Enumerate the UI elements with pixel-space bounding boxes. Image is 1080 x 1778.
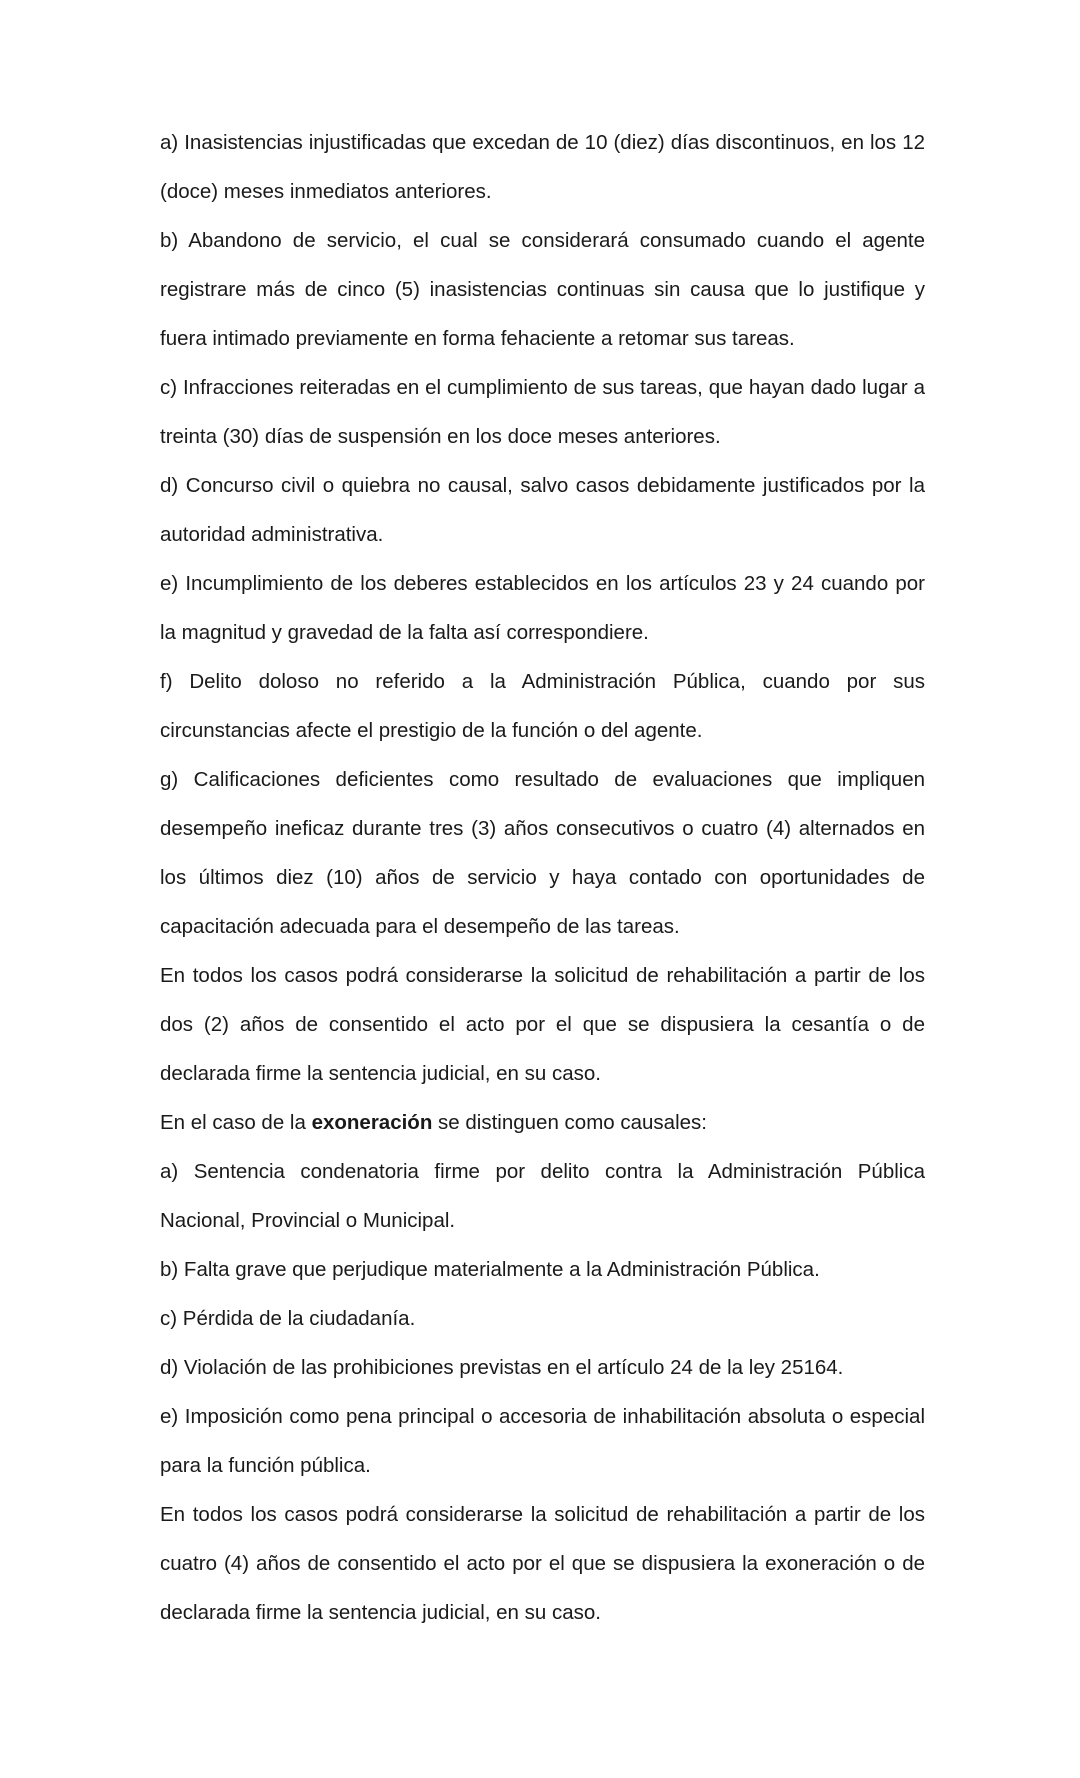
paragraph-a-inasistencias: a) Inasistencias injustificadas que excedan de 10 (diez) días discontinuos, en los 12 (doce) meses inmediatos anteriores. — [160, 131, 925, 203]
exoneration-item-d: d) Violación de las prohibiciones previstas en el artículo 24 de la ley 25164. — [160, 1356, 844, 1379]
paragraph-f-delito: f) Delito doloso no referido a la Administración Pública, cuando por sus circunstancias afecte el prestigio de la función o del agente. — [160, 670, 925, 742]
exoneration-intro — [160, 1098, 925, 1147]
paragraph-g-calificaciones: g) Calificaciones deficientes como resultado de evaluaciones que impliquen desempeño ineficaz durante tres (3) años consecutivos o cuatro (4) alternados en los últimos diez (10) años de servicio y haya contado con oportunidades de capacitación adecuada para el desempeño de las tareas. — [160, 768, 925, 938]
paragraph-b-abandono: b) Abandono de servicio, el cual se considerará consumado cuando el agente registrare más de cinco (5) inasistencias continuas sin causa que lo justifique y fuera intimado previamente en forma fehaciente a retomar sus tareas. — [160, 229, 925, 350]
paragraph-d-concurso: d) Concurso civil o quiebra no causal, salvo casos debidamente justificados por la autoridad administrativa. — [160, 474, 925, 546]
exoneration-item-e: e) Imposición como pena principal o accesoria de inhabilitación absoluta o especial para la función pública. — [160, 1405, 925, 1477]
paragraph-rehabilitacion-cesantia: En todos los casos podrá considerarse la solicitud de rehabilitación a partir de los dos (2) años de consentido el acto por el que se dispusiera la cesantía o de declarada firme la sentencia judicial, en su caso. — [160, 964, 925, 1085]
exoneration-intro-after: se distinguen como causales: — [432, 1111, 707, 1134]
paragraph-rehabilitacion-exoneracion: En todos los casos podrá considerarse la solicitud de rehabilitación a partir de los cuatro (4) años de consentido el acto por el que se dispusiera la exoneración o de declarada firme la sentencia judicial, en su caso. — [160, 1503, 925, 1624]
exoneration-item-c: c) Pérdida de la ciudadanía. — [160, 1307, 416, 1330]
paragraph-e-incumplimiento: e) Incumplimiento de los deberes establecidos en los artículos 23 y 24 cuando por la magnitud y gravedad de la falta así correspondiere. — [160, 572, 925, 644]
paragraph-c-infracciones: c) Infracciones reiteradas en el cumplimiento de sus tareas, que hayan dado lugar a treinta (30) días de suspensión en los doce meses anteriores. — [160, 376, 925, 448]
document-page — [160, 118, 925, 1637]
exoneration-term: exoneración — [311, 1111, 433, 1134]
exoneration-intro-before: En el caso de la — [160, 1111, 312, 1134]
exoneration-item-b: b) Falta grave que perjudique materialmente a la Administración Pública. — [160, 1258, 820, 1281]
exoneration-item-a: a) Sentencia condenatoria firme por delito contra la Administración Pública Nacional, Provincial o Municipal. — [160, 1160, 925, 1232]
